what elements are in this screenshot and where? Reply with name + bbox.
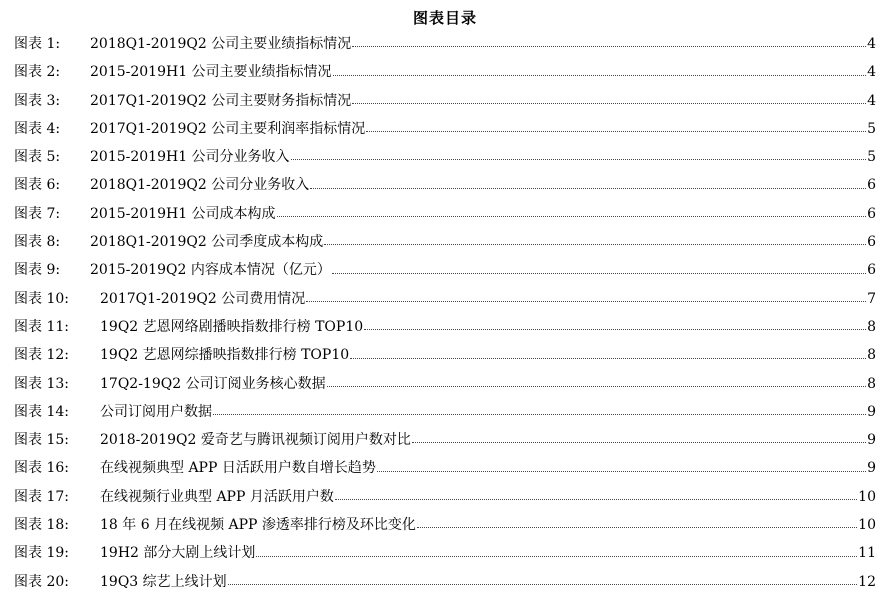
toc-entry-label: 图表 6:: [14, 177, 61, 194]
toc-entry-page[interactable]: 6: [867, 234, 876, 251]
toc-entry-title[interactable]: 19H2 部分大剧上线计划: [100, 545, 256, 562]
toc-dot-leader: [417, 526, 857, 528]
toc-dot-leader: [332, 272, 866, 274]
toc-entry-label: 图表 20:: [14, 573, 69, 590]
toc-entry-page[interactable]: 4: [867, 92, 876, 109]
toc-entry-page[interactable]: 12: [858, 573, 876, 590]
toc-entry-label: 图表 8:: [14, 234, 61, 251]
toc-entry-title[interactable]: 2018Q1-2019Q2 公司主要业绩指标情况: [90, 36, 352, 52]
toc-entry-label: 图表 10:: [14, 290, 69, 307]
toc-entry[interactable]: [14, 539, 876, 567]
toc-entry[interactable]: [14, 200, 876, 228]
toc-entry[interactable]: [14, 228, 876, 256]
toc-entry-page[interactable]: 7: [867, 290, 876, 307]
toc-entry-label: 图表 9:: [14, 262, 61, 279]
toc-entry[interactable]: [14, 341, 876, 369]
toc-entry-page[interactable]: 4: [867, 36, 876, 52]
toc-dot-leader: [366, 130, 866, 132]
toc-dot-leader: [377, 470, 866, 472]
toc-entry-title[interactable]: 18 年 6 月在线视频 APP 渗透率排行榜及环比变化: [100, 517, 416, 534]
toc-dot-leader: [256, 555, 857, 557]
toc-entry[interactable]: [14, 370, 876, 398]
toc-dot-leader: [333, 74, 867, 76]
toc-entry-label: 图表 2:: [14, 64, 61, 81]
toc-entry-title[interactable]: 2015-2019H1 公司主要业绩指标情况: [90, 64, 332, 81]
toc-entry-title[interactable]: 19Q2 艺恩网络剧播映指数排行榜 TOP10: [100, 318, 364, 335]
toc-entry-page[interactable]: 10: [858, 488, 876, 505]
toc-entry[interactable]: [14, 58, 876, 86]
toc-dot-leader: [364, 328, 866, 330]
toc-dot-leader: [335, 498, 857, 500]
toc-entry-title[interactable]: 2015-2019Q2 内容成本情况（亿元）: [90, 262, 331, 279]
toc-dot-leader: [352, 45, 866, 47]
toc-entry[interactable]: [14, 30, 876, 58]
toc-entry-page[interactable]: 9: [867, 460, 876, 477]
toc-entry[interactable]: [14, 398, 876, 426]
toc-entry-title[interactable]: 2017Q1-2019Q2 公司费用情况: [100, 290, 306, 307]
toc-entry[interactable]: [14, 454, 876, 482]
toc-entry-page[interactable]: 6: [867, 177, 876, 194]
toc-entry-title[interactable]: 19Q2 艺恩网综播映指数排行榜 TOP10: [100, 347, 350, 364]
toc-entry-title[interactable]: 公司订阅用户数据: [100, 403, 212, 420]
toc-entry-title[interactable]: 2015-2019H1 公司成本构成: [90, 205, 276, 222]
toc-entry-label: 图表 17:: [14, 488, 69, 505]
toc-entry[interactable]: [14, 483, 876, 511]
toc-dot-leader: [277, 215, 867, 217]
toc-title: 图表目录: [412, 9, 477, 27]
toc-entry-page[interactable]: 5: [867, 120, 876, 137]
toc-entry[interactable]: [14, 256, 876, 284]
toc-entry[interactable]: [14, 313, 876, 341]
toc-list: [14, 30, 876, 596]
toc-entry-label: 图表 12:: [14, 347, 69, 364]
toc-entry-label: 图表 18:: [14, 517, 69, 534]
toc-entry[interactable]: [14, 568, 876, 596]
toc-entry-label: 图表 16:: [14, 460, 69, 477]
toc-entry-page[interactable]: 6: [867, 262, 876, 279]
toc-dot-leader: [228, 583, 858, 585]
toc-entry-page[interactable]: 8: [867, 318, 876, 335]
toc-entry-title[interactable]: 2017Q1-2019Q2 公司主要利润率指标情况: [90, 120, 366, 137]
toc-entry-page[interactable]: 5: [867, 149, 876, 166]
toc-entry[interactable]: [14, 285, 876, 313]
toc-entry-label: 图表 4:: [14, 120, 61, 137]
toc-entry-label: 图表 14:: [14, 403, 69, 420]
toc-entry-label: 图表 19:: [14, 545, 69, 562]
toc-entry-title[interactable]: 在线视频典型 APP 日活跃用户数自增长趋势: [100, 460, 376, 477]
toc-entry-title[interactable]: 在线视频行业典型 APP 月活跃用户数: [100, 488, 334, 505]
toc-entry-page[interactable]: 11: [858, 545, 876, 562]
toc-entry-title[interactable]: 2017Q1-2019Q2 公司主要财务指标情况: [90, 92, 352, 109]
toc-dot-leader: [324, 243, 866, 245]
toc-dot-leader: [327, 385, 866, 387]
toc-entry-page[interactable]: 8: [867, 347, 876, 364]
toc-entry-label: 图表 1:: [14, 36, 61, 52]
toc-entry[interactable]: [14, 143, 876, 171]
toc-entry[interactable]: [14, 87, 876, 115]
toc-entry-label: 图表 15:: [14, 432, 69, 449]
toc-dot-leader: [352, 102, 866, 104]
toc-entry-page[interactable]: 10: [858, 517, 876, 534]
toc-entry-label: 图表 5:: [14, 149, 61, 166]
toc-entry-title[interactable]: 2018Q1-2019Q2 公司分业务收入: [90, 177, 310, 194]
toc-dot-leader: [310, 187, 866, 189]
toc-entry-label: 图表 13:: [14, 375, 69, 392]
toc-entry-title[interactable]: 17Q2-19Q2 公司订阅业务核心数据: [100, 375, 326, 392]
toc-dot-leader: [213, 413, 866, 415]
toc-dot-leader: [306, 300, 866, 302]
toc-entry[interactable]: [14, 426, 876, 454]
toc-entry[interactable]: [14, 511, 876, 539]
toc-entry-label: 图表 7:: [14, 205, 61, 222]
toc-entry-page[interactable]: 4: [867, 64, 876, 81]
toc-entry-page[interactable]: 8: [867, 375, 876, 392]
toc-entry[interactable]: [14, 171, 876, 199]
toc-entry[interactable]: [14, 115, 876, 143]
toc-entry-title[interactable]: 2018Q1-2019Q2 公司季度成本构成: [90, 234, 324, 251]
toc-entry-label: 图表 3:: [14, 92, 61, 109]
toc-entry-label: 图表 11:: [14, 318, 69, 335]
toc-entry-title[interactable]: 2015-2019H1 公司分业务收入: [90, 149, 290, 166]
toc-entry-page[interactable]: 9: [867, 403, 876, 420]
toc-dot-leader: [291, 158, 867, 160]
toc-entry-title[interactable]: 19Q3 综艺上线计划: [100, 573, 227, 590]
toc-entry-page[interactable]: 9: [867, 432, 876, 449]
toc-entry-page[interactable]: 6: [867, 205, 876, 222]
toc-entry-title[interactable]: 2018-2019Q2 爱奇艺与腾讯视频订阅用户数对比: [100, 432, 411, 449]
toc-dot-leader: [412, 441, 866, 443]
toc-dot-leader: [350, 357, 866, 359]
